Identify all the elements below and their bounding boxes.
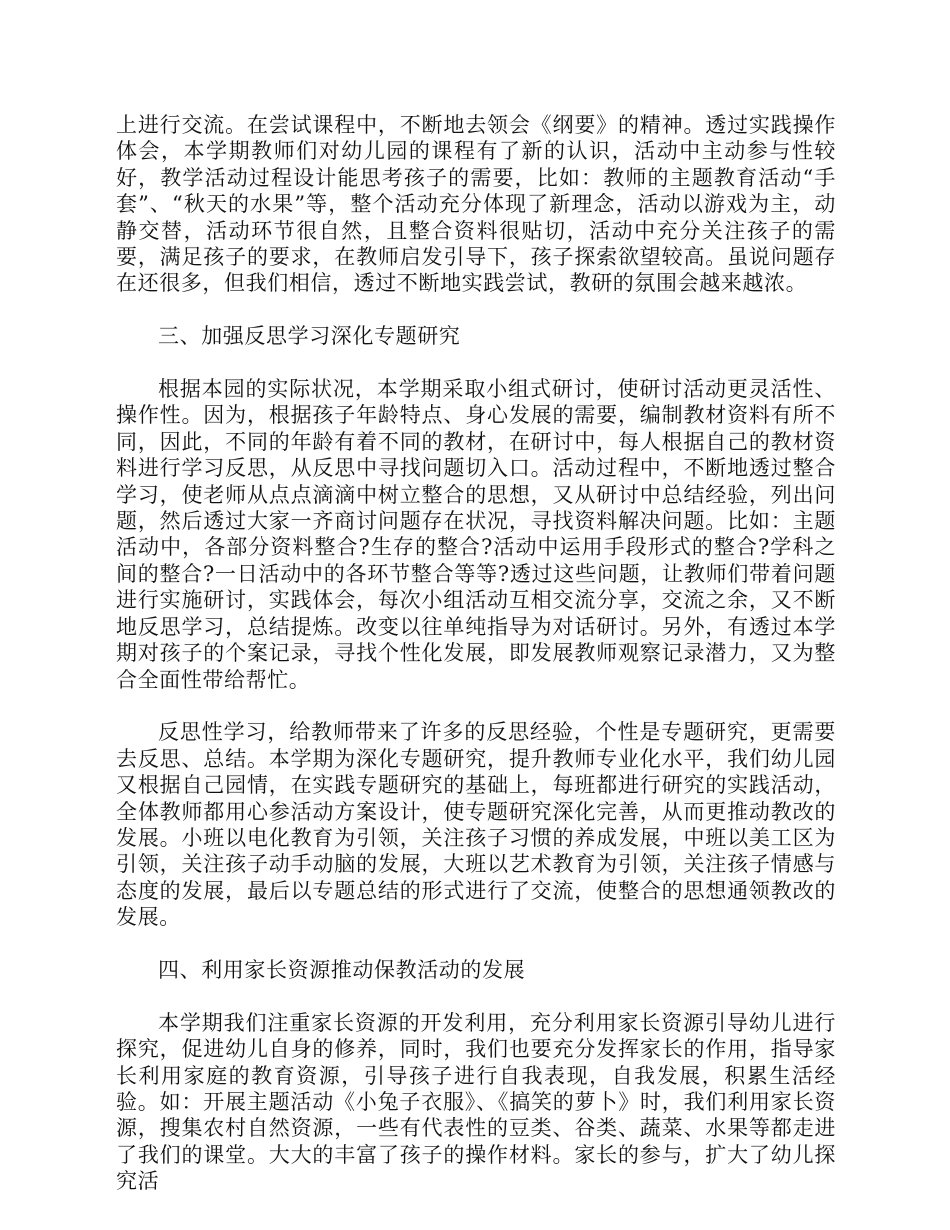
- paragraph-parent-resources: 本学期我们注重家长资源的开发利用，充分利用家长资源引导幼儿进行探究，促进幼儿自身的修养，同时，我们也要充分发挥家长的作用，指导家长利用家庭的教育资源，引导孩子进行自我表现，自我发展，积累生活经验。如：开展主题活动《小兔子衣服》、《搞笑的萝卜》时，我们利用家长资源，搜集农村自然资源，一些有代表性的豆类、谷类、蔬菜、水果等都走进了我们的课堂。大大的丰富了孩子的操作材料。家长的参与，扩大了幼儿探究活: [116, 1010, 836, 1194]
- paragraph-reflection-study: 根据本园的实际状况，本学期采取小组式研讨，使研讨活动更灵活性、操作性。因为，根据孩子年龄特点、身心发展的需要，编制教材资料有所不同，因此，不同的年龄有着不同的教材，在研讨中，每人根据自己的教材资料进行学习反思，从反思中寻找问题切入口。活动过程中，不断地透过整合学习，使老师从点点滴滴中树立整合的思想，又从研讨中总结经验，列出问题，然后透过大家一齐商讨问题存在状况，寻找资料解决问题。比如：主题活动中，各部分资料整合?生存的整合?活动中运用手段形式的整合?学科之间的整合?一日活动中的各环节整合等等?透过这些问题，让教师们带着问题进行实施研讨，实践体会，每次小组活动互相交流分享，交流之余，又不断地反思学习，总结提炼。改变以往单纯指导为对话研讨。另外，有透过本学期对孩子的个案记录，寻找个性化发展，即发展教师观察记录潜力，又为整合全面性带给帮忙。: [116, 377, 836, 692]
- paragraph-intro: 上进行交流。在尝试课程中，不断地去领会《纲要》的精神。透过实践操作体会，本学期教师们对幼儿园的课程有了新的认识，活动中主动参与性较好，教学活动过程设计能思考孩子的需要，比如：教师的主题教育活动“手套”、“秋天的水果”等，整个活动充分体现了新理念，活动以游戏为主，动静交替，活动环节很自然，且整合资料很贴切，活动中充分关注孩子的需要，满足孩子的要求，在教师启发引导下，孩子探索欲望较高。虽说问题存在还很多，但我们相信，透过不断地实践尝试，教研的氛围会越来越浓。: [116, 113, 836, 296]
- paragraph-gap: [116, 983, 836, 1009]
- section-heading-3: 三、加强反思学习深化专题研究: [158, 324, 461, 349]
- paragraph-gap: [116, 693, 836, 719]
- paragraph-gap: [116, 350, 836, 376]
- paragraph-gap: [116, 297, 836, 323]
- document-body: [116, 112, 836, 1195]
- section-heading-4: 四、利用家长资源推动保教活动的发展: [158, 957, 526, 982]
- paragraph-gap: [116, 931, 836, 957]
- paragraph-reflective-learning: 反思性学习，给教师带来了许多的反思经验，个性是专题研究，更需要去反思、总结。本学期为深化专题研究，提升教师专业化水平，我们幼儿园又根据自己园情，在实践专题研究的基础上，每班都进行研究的实践活动，全体教师都用心参活动方案设计，使专题研究深化完善，从而更推动教改的发展。小班以电化教育为引领，关注孩子习惯的养成发展，中班以美工区为引领，关注孩子动手动脑的发展，大班以艺术教育为引领，关注孩子情感与态度的发展，最后以专题总结的形式进行了交流，使整合的思想通领教改的发展。: [116, 720, 836, 930]
